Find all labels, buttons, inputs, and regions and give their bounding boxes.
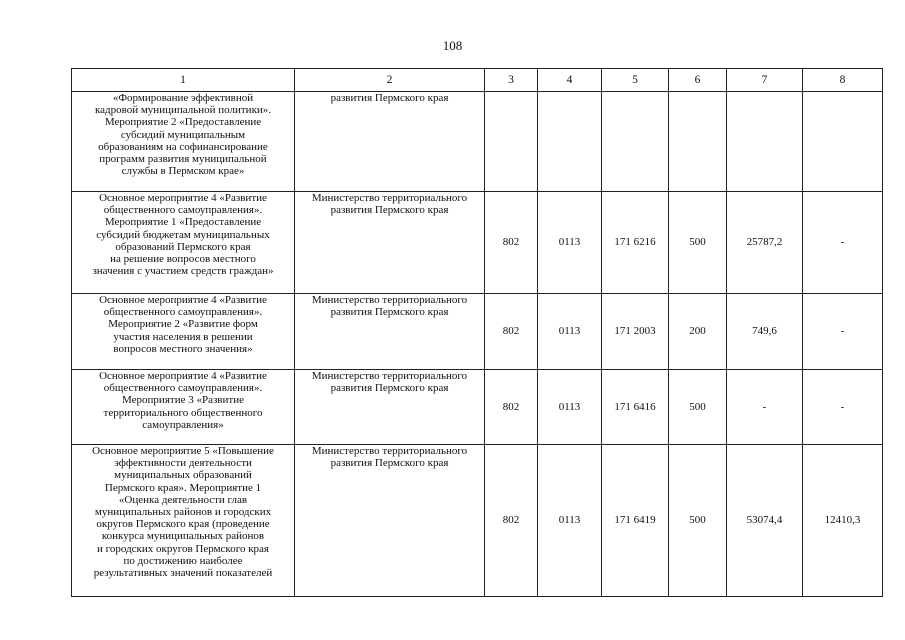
amount-extra-cell: - — [803, 294, 883, 370]
table-header-row — [72, 69, 883, 92]
section-cell: 0113 — [538, 445, 602, 597]
executor-cell — [295, 192, 485, 294]
column-header-2: 2 — [295, 69, 485, 92]
amount-cell: 25787,2 — [727, 192, 803, 294]
amount-cell: 749,6 — [727, 294, 803, 370]
table-row — [72, 92, 883, 192]
measure-text: Основное мероприятие 4 «Развитие общественного самоуправления». Мероприятие 3 «Развитие территориального общественного самоуправления» — [99, 370, 267, 431]
column-header-4: 4 — [538, 69, 602, 92]
executor-text: Министерство территориального развития Пермского края — [311, 370, 468, 395]
budget-table — [71, 68, 883, 597]
column-header-6: 6 — [669, 69, 727, 92]
executor-text: развития Пермского края — [330, 92, 449, 104]
measure-cell — [72, 294, 295, 370]
executor-text: Министерство территориального развития Пермского края — [311, 294, 468, 319]
measure-cell — [72, 92, 295, 192]
code-cell — [485, 92, 538, 192]
target-article-cell: 171 6416 — [602, 370, 669, 445]
column-header-1: 1 — [72, 69, 295, 92]
amount-extra-cell: 12410,3 — [803, 445, 883, 597]
executor-cell — [295, 294, 485, 370]
measure-text: «Формирование эффективной кадровой муниципальной политики». Мероприятие 2 «Предоставление субсидий муниципальным образованиям на софинансирование программ развития муниципальной службы в Пермском крае» — [94, 92, 272, 178]
amount-extra-cell — [803, 92, 883, 192]
column-header-3: 3 — [485, 69, 538, 92]
target-article-cell — [602, 92, 669, 192]
target-article-cell: 171 6419 — [602, 445, 669, 597]
measure-cell — [72, 192, 295, 294]
column-header-5: 5 — [602, 69, 669, 92]
measure-text: Основное мероприятие 4 «Развитие общественного самоуправления». Мероприятие 1 «Предоставление субсидий бюджетам муниципальных образований Пермского края на решение вопросов местного значения с участием средств граждан» — [92, 192, 274, 278]
column-header-7: 7 — [727, 69, 803, 92]
section-cell: 0113 — [538, 294, 602, 370]
expense-type-cell: 500 — [669, 370, 727, 445]
amount-cell: 53074,4 — [727, 445, 803, 597]
table-row — [72, 192, 883, 294]
code-cell: 802 — [485, 370, 538, 445]
expense-type-cell: 500 — [669, 192, 727, 294]
expense-type-cell: 200 — [669, 294, 727, 370]
section-cell: 0113 — [538, 370, 602, 445]
page-number: 108 — [442, 38, 463, 53]
measure-cell — [72, 445, 295, 597]
executor-text: Министерство территориального развития Пермского края — [311, 445, 468, 470]
code-cell: 802 — [485, 294, 538, 370]
executor-cell — [295, 445, 485, 597]
table-row — [72, 294, 883, 370]
table-row — [72, 370, 883, 445]
amount-cell — [727, 92, 803, 192]
executor-text: Министерство территориального развития Пермского края — [311, 192, 468, 217]
section-cell — [538, 92, 602, 192]
expense-type-cell — [669, 92, 727, 192]
code-cell: 802 — [485, 445, 538, 597]
target-article-cell: 171 2003 — [602, 294, 669, 370]
target-article-cell: 171 6216 — [602, 192, 669, 294]
column-header-8: 8 — [803, 69, 883, 92]
table-row — [72, 445, 883, 597]
executor-cell — [295, 370, 485, 445]
measure-text: Основное мероприятие 5 «Повышение эффективности деятельности муниципальных образований Пермского края». Мероприятие 1 «Оценка деятельности глав муниципальных районов и городских округов Пермского края (проведение конкурса муниципальных районов и городских округов Пермского края по достижению наиболее результативных значений показателей — [92, 445, 274, 580]
executor-cell — [295, 92, 485, 192]
measure-text: Основное мероприятие 4 «Развитие общественного самоуправления». Мероприятие 2 «Развитие форм участия населения в решении вопросов местного значения» — [99, 294, 267, 355]
measure-cell — [72, 370, 295, 445]
amount-cell: - — [727, 370, 803, 445]
amount-extra-cell: - — [803, 370, 883, 445]
expense-type-cell: 500 — [669, 445, 727, 597]
section-cell: 0113 — [538, 192, 602, 294]
amount-extra-cell: - — [803, 192, 883, 294]
code-cell: 802 — [485, 192, 538, 294]
